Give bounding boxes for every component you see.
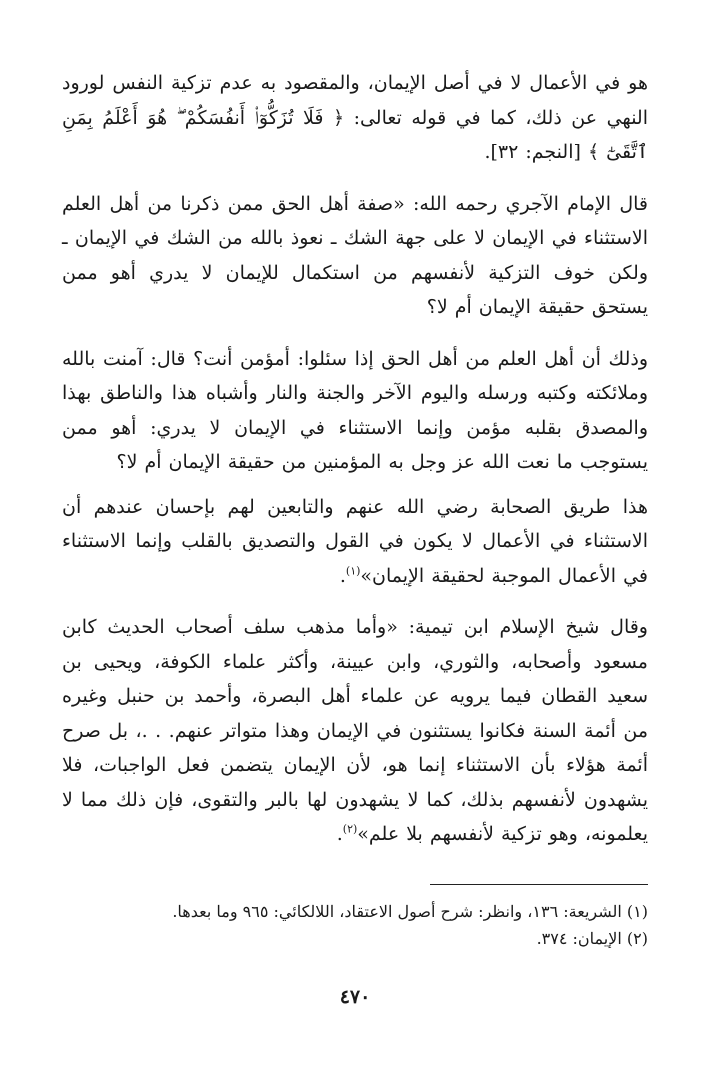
footnote-2: (٢) الإيمان: ٣٧٤. bbox=[536, 929, 648, 948]
paragraph-4 bbox=[62, 490, 648, 594]
footnote-marker-2[interactable]: (٢) bbox=[342, 822, 358, 836]
verse-reference: [النجم: ٣٢]. bbox=[484, 141, 581, 163]
footnote-divider bbox=[430, 884, 648, 885]
paragraph-5-text: وقال شيخ الإسلام ابن تيمية: «وأما مذهب سلف أصحاب الحديث كابن مسعود وأصحابه، والثوري، وابن عيينة، وأكثر علماء الكوفة، ويحيى بن سعيد القطان فيما يرويه عن علماء أهل البصرة، وأحمد بن حنبل وغيره من أئمة السنة فكانوا يستثنون في الإيمان وهذا متواتر عنهم. . .، بل صرح أئمة هؤلاء بأن الاستثناء إنما هو، لأن الإيمان يتضمن فعل الواجبات، فلا يشهدون لأنفسهم بذلك، كما لا يشهدون لها بالبر والتقوى، فإن ذلك مما لا يعلمونه، وهو تزكية لأنفسهم بلا علم» bbox=[62, 616, 648, 845]
paragraph-4-end: . bbox=[339, 564, 346, 587]
page-number: ٤٧٠ bbox=[339, 986, 371, 1008]
paragraph-1-text: هو في الأعمال لا في أصل الإيمان، والمقصود به عدم تزكية النفس لورود النهي عن ذلك، كما في قوله تعالى: bbox=[62, 72, 648, 129]
quran-verse: ﴿ فَلَا تُزَكُّوٓا۟ أَنفُسَكُمْ ۖ هُوَ أَعْلَمُ بِمَنِ ٱتَّقَىٰٓ ﴾ bbox=[62, 106, 648, 163]
paragraph-5 bbox=[62, 610, 648, 852]
footnote-1: (١) الشريعة: ١٣٦، وانظر: شرح أصول الاعتقاد، اللالكائي: ٩٦٥ وما بعدها. bbox=[172, 902, 648, 921]
paragraph-5-end: . bbox=[336, 823, 343, 845]
paragraph-2: قال الإمام الآجري رحمه الله: «صفة أهل الحق ممن ذكرنا من أهل العلم الاستثناء في الإيمان لا على جهة الشك ـ نعوذ بالله من الشك في الإيمان ـ ولكن خوف التزكية لأنفسهم من استكمال للإيمان لا يدري أهو ممن يستحق حقيقة الإيمان أم لا؟ bbox=[62, 192, 648, 318]
paragraph-1 bbox=[62, 66, 648, 170]
footnote-marker-1[interactable]: (١) bbox=[345, 564, 361, 578]
paragraph-3: وذلك أن أهل العلم من أهل الحق إذا سئلوا: أمؤمن أنت؟ قال: آمنت بالله وملائكته وكتبه ورسله واليوم الآخر والجنة والنار وأشباه هذا والناطق بهذا والمصدق بقلبه مؤمن وإنما الاستثناء في الإيمان لا يدري: أهو ممن يستوجب ما نعت الله عز وجل به المؤمنين من حقيقة الإيمان أم لا؟ bbox=[62, 347, 649, 473]
paragraph-4-text: هذا طريق الصحابة رضي الله عنهم والتابعين لهم بإحسان عندهم أن الاستثناء في الأعمال لا يكون في القول والتصديق بالقلب وإنما الاستثناء في الأعمال الموجبة لحقيقة الإيمان» bbox=[62, 495, 648, 587]
book-page bbox=[62, 66, 648, 1066]
footnotes bbox=[62, 898, 648, 952]
